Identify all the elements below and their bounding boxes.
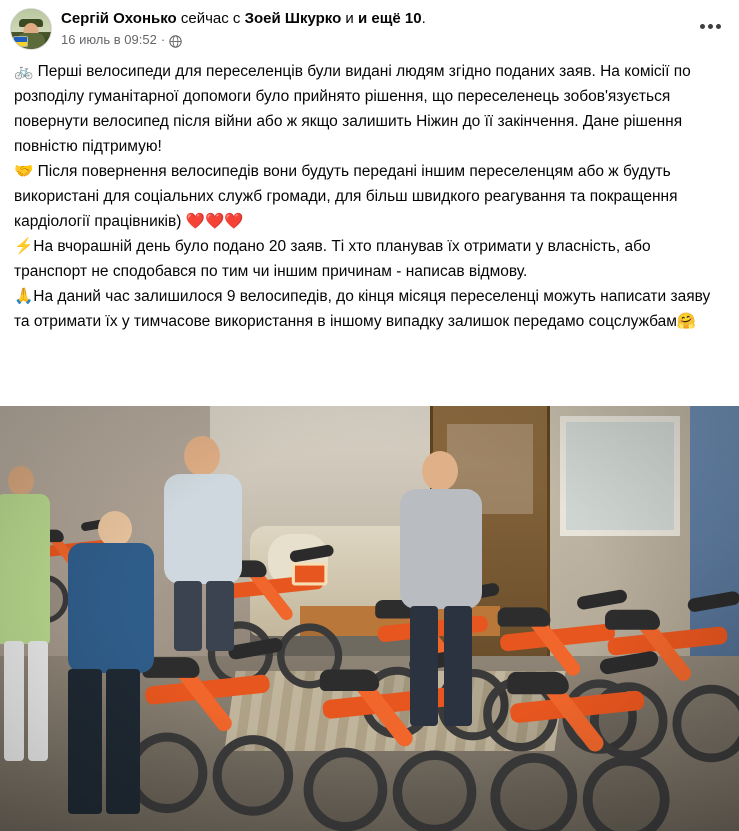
post-timestamp[interactable]: 16 июль в 09:52 bbox=[61, 32, 157, 47]
globe-icon[interactable] bbox=[169, 35, 182, 48]
bicycle bbox=[132, 629, 288, 824]
more-tagged-link[interactable]: и ещё 10 bbox=[357, 10, 422, 27]
post-byline bbox=[61, 9, 729, 29]
post-meta bbox=[61, 31, 729, 48]
meta-separator: · bbox=[160, 32, 166, 47]
flag-icon bbox=[14, 37, 27, 46]
with-label: сейчас с bbox=[180, 10, 241, 27]
photo-window bbox=[560, 416, 680, 536]
byline-period: . bbox=[421, 10, 426, 27]
post-paragraph-1: 🚲 Перші велосипеди для переселенців були видані людям згідно поданих заяв. На комісії по розподілу гуманітарної допомоги було прийнято рішення, що переселенець зобов'язується повернути велосипед після війни або ж якщо залишить Ніжин до її закінчення. Дане рішення повністю підтримую! bbox=[14, 63, 691, 155]
post-photo[interactable] bbox=[0, 406, 739, 831]
post-paragraph-3: ⚡На вчорашній день було подано 20 заяв. Ті хто планував їх отримати у власність, або транспорт не сподобався по тим чи іншим причинам - написав відмову. bbox=[14, 238, 651, 280]
more-options-icon[interactable] bbox=[695, 16, 725, 36]
and-label: и bbox=[345, 10, 354, 27]
bicycle bbox=[496, 641, 664, 831]
author-name[interactable]: Сергій Охонько bbox=[61, 10, 177, 27]
post-header bbox=[0, 0, 739, 52]
post-text bbox=[0, 52, 739, 344]
tagged-person[interactable]: Зоей Шкурко bbox=[244, 10, 342, 27]
post-header-text bbox=[61, 8, 729, 48]
post-paragraph-2: 🤝 Після повернення велосипедів вони будуть передані іншим переселенцям або ж будуть використані для соціальних служб громади, для більш швидкого реагування та покращення кардіології працівників) ❤️❤️❤️ bbox=[14, 163, 678, 230]
avatar[interactable] bbox=[10, 8, 52, 50]
post-paragraph-4: 🙏На даний час залишилося 9 велосипедів, до кінця місяця переселенці можуть написати заяву та отримати їх у тимчасове використання в іншому випадку залишок передамо соцслужбам🤗 bbox=[14, 288, 711, 330]
